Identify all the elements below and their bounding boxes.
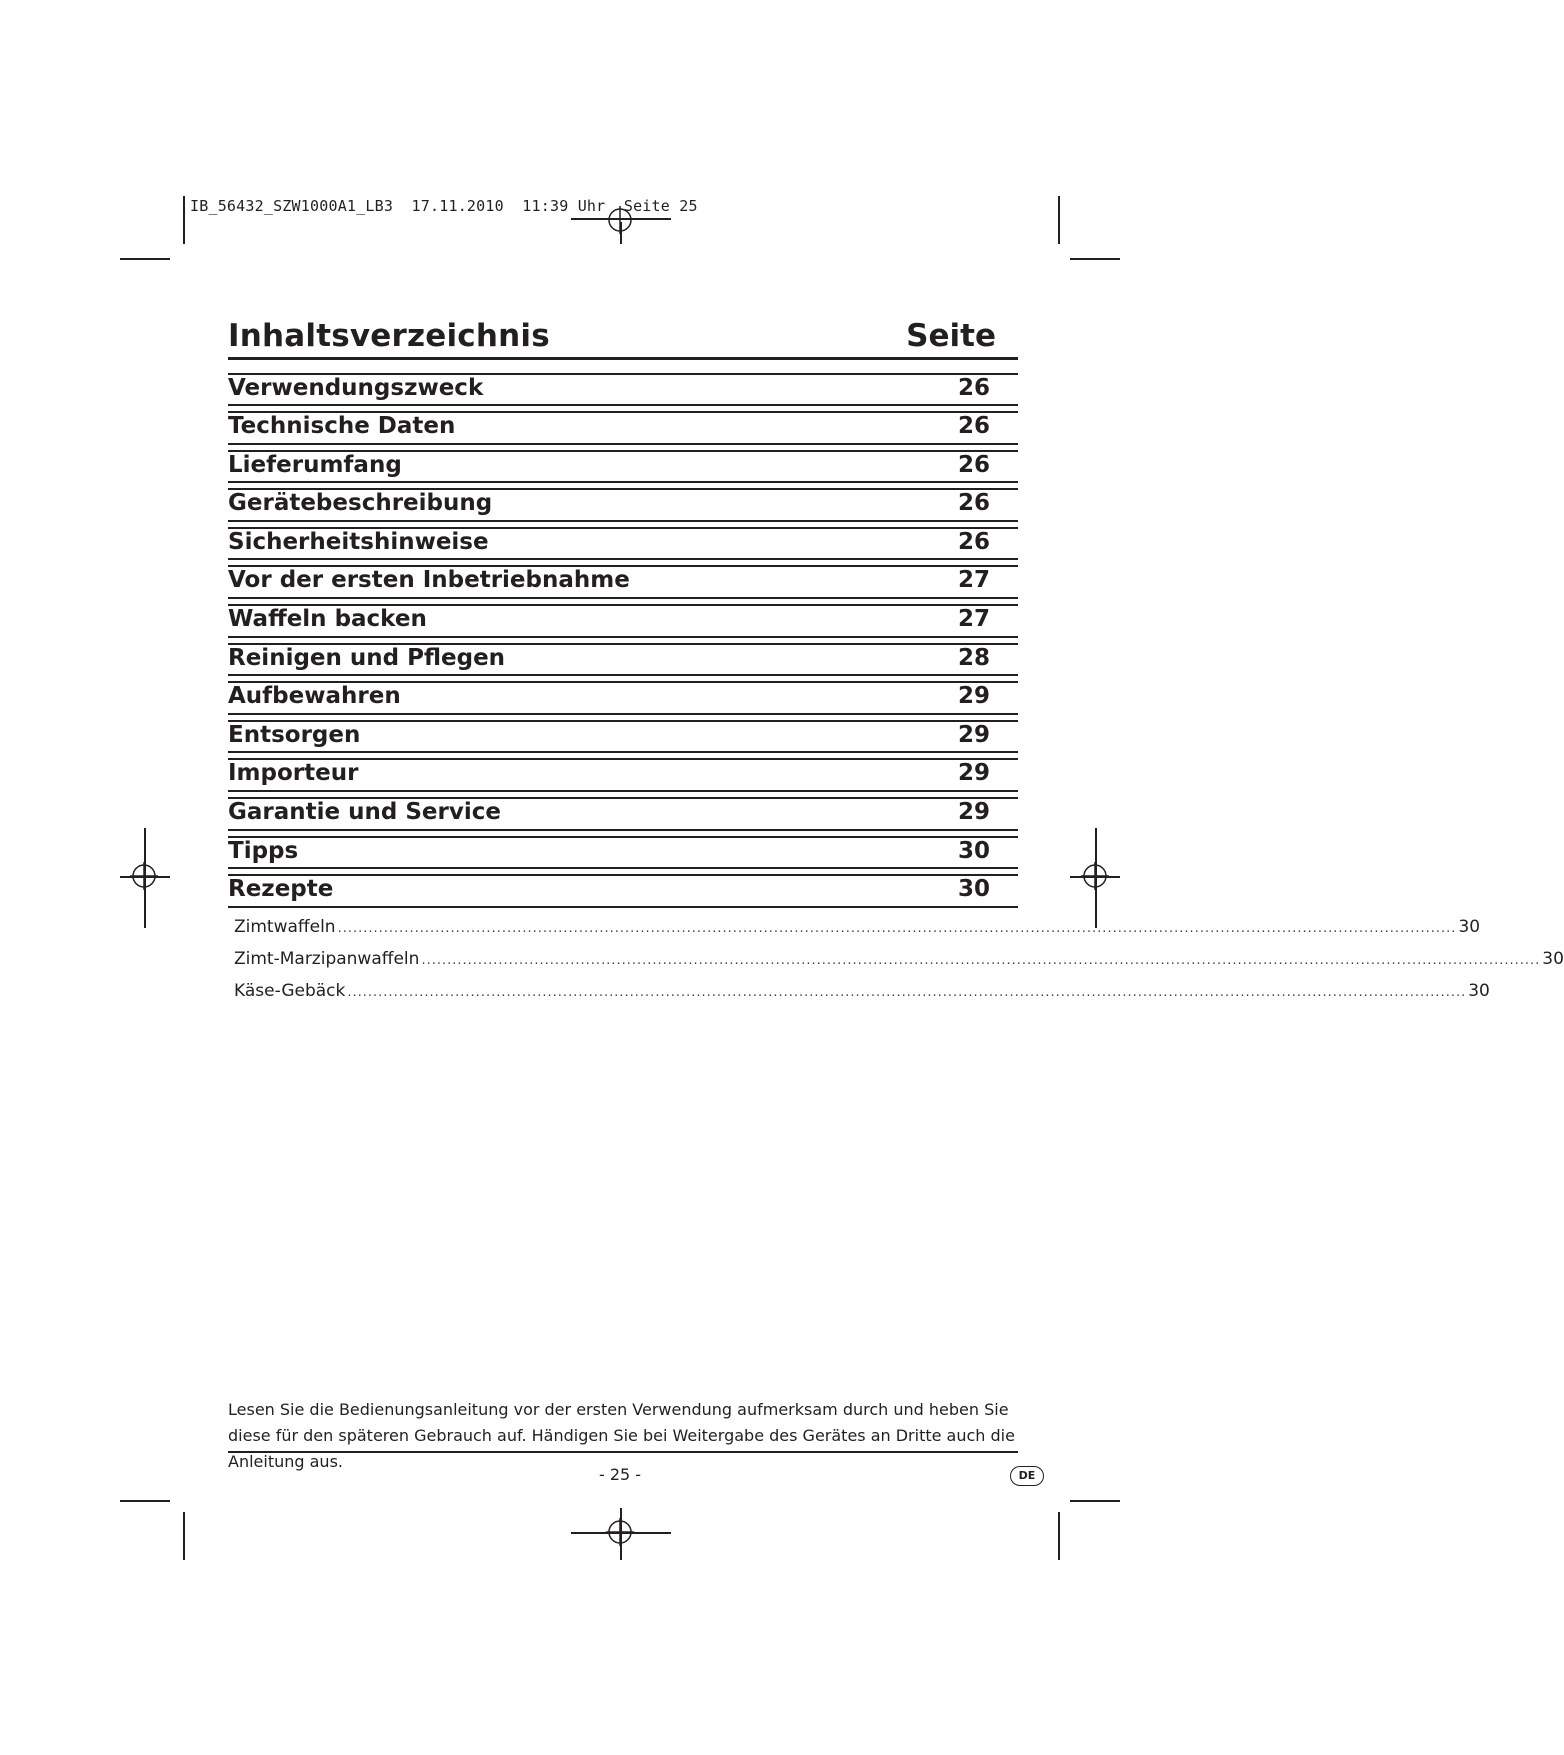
leader-dots: ..........................................................................................................................................................................................................................: [347, 985, 1467, 1000]
toc-entry-page: 26: [957, 375, 990, 401]
toc-entry[interactable]: [228, 876, 990, 908]
toc-subentry[interactable]: [234, 949, 1564, 973]
toc-entry-page: 28: [957, 645, 990, 671]
toc-entry-label: Gerätebeschreibung: [228, 490, 493, 516]
toc-entry-label: Entsorgen: [228, 722, 361, 748]
page-title: Inhaltsverzeichnis: [228, 318, 550, 354]
toc-subentry[interactable]: [234, 917, 1481, 941]
toc-entry-page: 30: [957, 838, 990, 864]
toc-entry-page: 26: [957, 529, 990, 555]
toc-subentry-label: Zimtwaffeln: [234, 917, 336, 937]
title-rule: [228, 357, 1018, 360]
toc-header: [228, 318, 996, 358]
toc-entry[interactable]: [228, 529, 990, 561]
toc-entry[interactable]: [228, 645, 990, 677]
toc-entry[interactable]: [228, 838, 990, 870]
toc-entry-label: Tipps: [228, 838, 299, 864]
toc-entry-label: Waffeln backen: [228, 606, 427, 632]
language-badge: DE: [1010, 1466, 1044, 1486]
toc-entry-page: 30: [957, 876, 990, 902]
footer-rule: [228, 1451, 1018, 1453]
toc-entry-page: 29: [957, 683, 990, 709]
toc-entry-page: 26: [957, 413, 990, 439]
toc-entry-label: Verwendungszweck: [228, 375, 484, 401]
toc-entry-page: 29: [957, 722, 990, 748]
toc-entry[interactable]: [228, 490, 990, 522]
toc-entry-label: Lieferumfang: [228, 452, 402, 478]
print-slug: IB_56432_SZW1000A1_LB3 17.11.2010 11:39 Uhr Seite 25: [190, 197, 698, 215]
toc-entry-page: 27: [957, 567, 990, 593]
toc-subentry-label: Käse-Gebäck: [234, 981, 346, 1001]
toc-subentry-label: Zimt-Marzipanwaffeln: [234, 949, 420, 969]
toc-entry[interactable]: [228, 722, 990, 754]
toc-entry-page: 27: [957, 606, 990, 632]
toc-subentry-page: 30: [1468, 981, 1490, 1001]
toc-subentry[interactable]: [234, 981, 1490, 1005]
toc-entry-label: Vor der ersten Inbetriebnahme: [228, 567, 630, 593]
toc-entry[interactable]: [228, 799, 990, 831]
toc-entry-label: Aufbewahren: [228, 683, 401, 709]
footer-note: Lesen Sie die Bedienungsanleitung vor der ersten Verwendung aufmerksam durch und heben Sie diese für den späteren Gebrauch auf. Händigen Sie bei Weitergabe des Gerätes an Dritte auch die Anleitung aus.: [228, 1400, 1015, 1471]
toc-entry[interactable]: [228, 760, 990, 792]
toc-entry-label: Reinigen und Pflegen: [228, 645, 506, 671]
leader-dots: ..........................................................................................................................................................................................................................: [421, 953, 1541, 968]
toc-entry[interactable]: [228, 413, 990, 445]
page-number: - 25 -: [598, 1465, 642, 1484]
toc-entry[interactable]: [228, 375, 990, 407]
toc-entry[interactable]: [228, 567, 990, 599]
toc-entry-page: 26: [957, 490, 990, 516]
toc-entry-label: Technische Daten: [228, 413, 456, 439]
toc-entry[interactable]: [228, 452, 990, 484]
leader-dots: ..........................................................................................................................................................................................................................: [337, 921, 1457, 936]
toc-entry-label: Garantie und Service: [228, 799, 501, 825]
toc-subentry-page: 30: [1542, 949, 1564, 969]
toc-entry-page: 29: [957, 799, 990, 825]
toc-entry-page: 26: [957, 452, 990, 478]
toc-entry[interactable]: [228, 683, 990, 715]
toc-entry-page: 29: [957, 760, 990, 786]
toc-entry[interactable]: [228, 606, 990, 638]
toc-entry-label: Sicherheitshinweise: [228, 529, 489, 555]
toc-entry-label: Importeur: [228, 760, 359, 786]
toc-subentry-page: 30: [1458, 917, 1481, 937]
page-column-label: Seite: [906, 318, 996, 354]
toc-entry-label: Rezepte: [228, 876, 334, 902]
